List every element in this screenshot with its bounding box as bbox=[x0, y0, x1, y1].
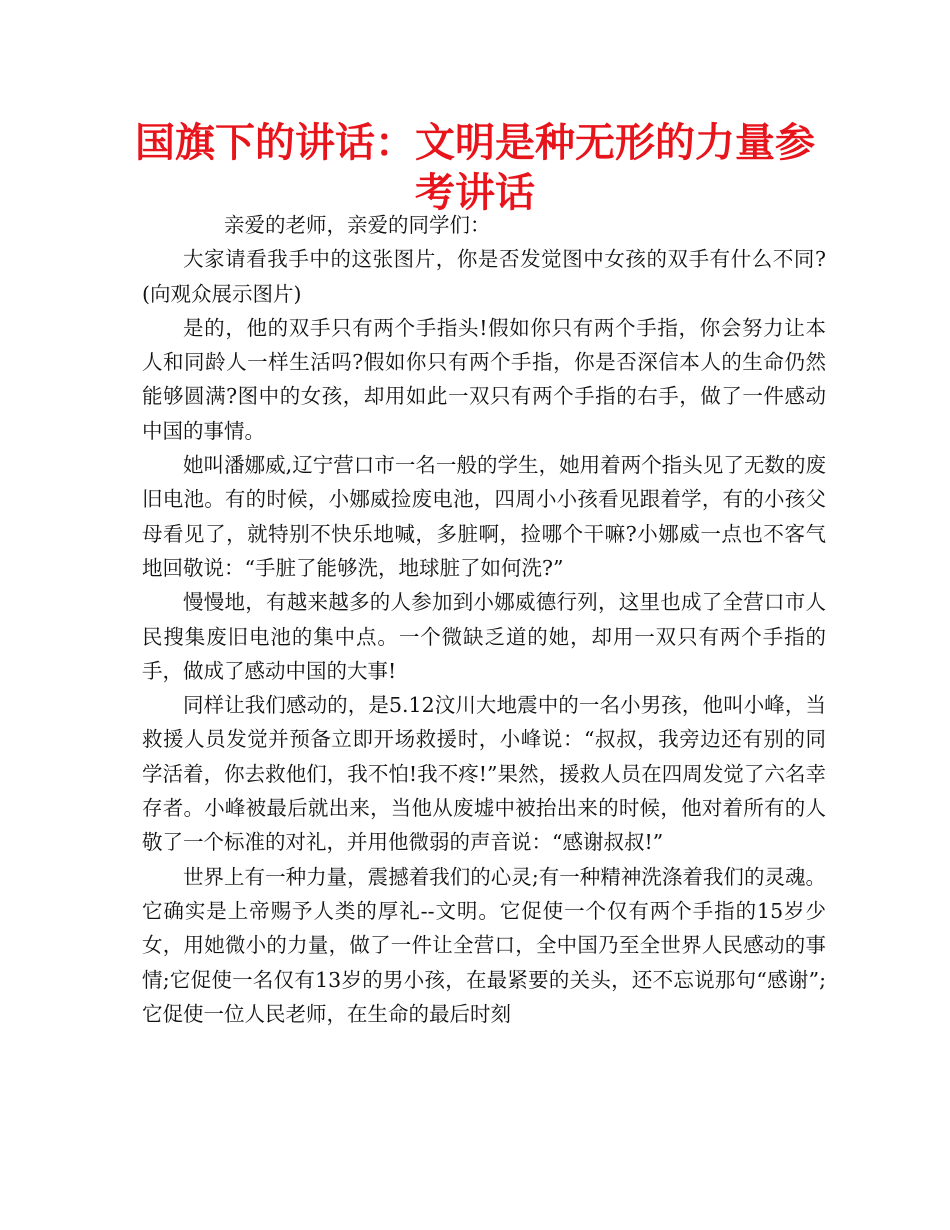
body-paragraph: 大家请看我手中的这张图片，你是否发觉图中女孩的双手有什么不同?(向观众展示图片) bbox=[142, 247, 826, 306]
body-paragraph: 同样让我们感动的，是5.12汶川大地震中的一名小男孩，他叫小峰，当救援人员发觉并预备立即开场救援时，小峰说：“叔叔，我旁边还有别的同学活着，你去救他们，我不怕!我不疼!”果然，援救人员在四周发觉了六名幸存者。小峰被最后就出来，当他从废墟中被抬出来的时候，他对着所有的人敬了一个标准的对礼，并用他微弱的声音说：“感谢叔叔!” bbox=[142, 693, 826, 855]
document-body bbox=[142, 208, 826, 1031]
greeting-paragraph: 亲爱的老师，亲爱的同学们： bbox=[224, 213, 491, 237]
body-paragraph: 世界上有一种力量，震撼着我们的心灵;有一种精神洗涤着我们的灵魂。它确实是上帝赐予人类的厚礼--文明。它促使一个仅有两个手指的15岁少女，用她微小的力量，做了一件让全营口，全中国乃至全世界人民感动的事情;它促使一名仅有13岁的男小孩，在最紧要的关头，还不忘说那句“感谢”;它促使一位人民老师，在生命的最后时刻 bbox=[142, 864, 826, 1026]
body-paragraph: 慢慢地，有越来越多的人参加到小娜威德行列，这里也成了全营口市人民搜集废旧电池的集中点。一个微缺乏道的她，却用一双只有两个手指的手，做成了感动中国的大事! bbox=[142, 590, 826, 683]
page-title: 国旗下的讲话：文明是种无形的力量参考讲话 bbox=[135, 120, 815, 216]
body-paragraph: 是的，他的双手只有两个手指头!假如你只有两个手指，你会努力让本人和同龄人一样生活吗?假如你只有两个手指，你是否深信本人的生命仍然能够圆满?图中的女孩，却用如此一双只有两个手指的右手，做了一件感动中国的事情。 bbox=[142, 315, 826, 443]
body-paragraph: 她叫潘娜威,辽宁营口市一名一般的学生，她用着两个指头见了无数的废旧电池。有的时候，小娜威捡废电池，四周小小孩看见跟着学，有的小孩父母看见了，就特别不快乐地喊，多脏啊，捡哪个干嘛?小娜威一点也不客气地回敬说：“手脏了能够洗，地球脏了如何洗?” bbox=[142, 453, 826, 580]
